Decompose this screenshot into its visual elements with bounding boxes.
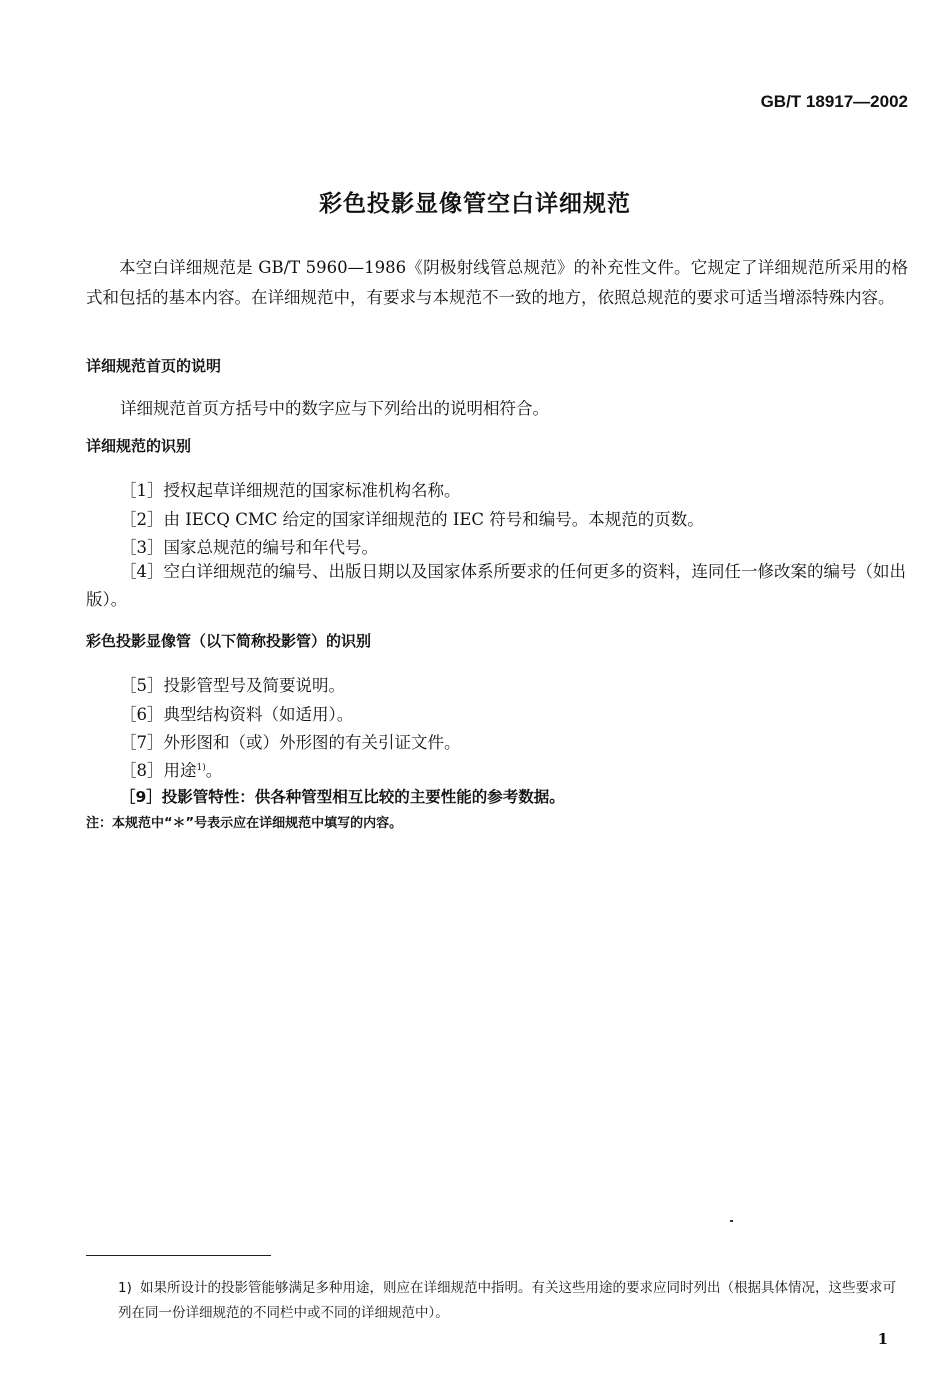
footnote bbox=[118, 1276, 908, 1326]
intro-paragraph: 本空白详细规范是 GB/T 5960—1986《阴极射线管总规范》的补充性文件。它规定了详细规范所采用的格式和包括的基本内容。在详细规范中，有要求与本规范不一致的地方，依照总规范的要求可适当增添特殊内容。 bbox=[86, 258, 908, 307]
first-page-description: 详细规范首页方括号中的数字应与下列给出的说明相符合。 bbox=[120, 399, 549, 418]
footnote-reference[interactable]: 1) bbox=[196, 763, 206, 773]
scan-speck bbox=[730, 1220, 733, 1222]
list-item: ［7］外形图和（或）外形图的有关引证文件。 bbox=[120, 733, 461, 752]
list-item: ［5］投影管型号及简要说明。 bbox=[120, 676, 345, 695]
usage-label: ［8］用途 bbox=[120, 761, 197, 780]
footnote-divider bbox=[86, 1255, 271, 1256]
list-item: ［1］授权起草详细规范的国家标准机构名称。 bbox=[120, 481, 461, 500]
usage-suffix: 。 bbox=[205, 761, 223, 780]
list-item: ［3］国家总规范的编号和年代号。 bbox=[120, 538, 378, 557]
document-title: 彩色投影显像管空白详细规范 bbox=[319, 191, 631, 217]
list-item: ［2］由 IECQ CMC 给定的国家详细规范的 IEC 符号和编号。本规范的页数。 bbox=[120, 510, 704, 529]
list-item-usage bbox=[120, 757, 222, 781]
note: 注：本规范中“＊”号表示应在详细规范中填写的内容。 bbox=[86, 816, 403, 831]
list-item: ［9］投影管特性：供各种管型相互比较的主要性能的参考数据。 bbox=[120, 788, 565, 806]
section-heading-spec-identification: 详细规范的识别 bbox=[86, 437, 192, 455]
section-heading-tube-identification: 彩色投影显像管（以下简称投影管）的识别 bbox=[86, 632, 372, 650]
standard-code: GB/T 18917—2002 bbox=[760, 92, 908, 111]
list-item: ［6］典型结构资料（如适用）。 bbox=[120, 705, 354, 724]
footnote-marker: 1) bbox=[118, 1280, 132, 1296]
section-heading-first-page: 详细规范首页的说明 bbox=[86, 357, 222, 375]
list-item: ［4］空白详细规范的编号、出版日期以及国家体系所要求的任何更多的资料，连同任一修改案的编号（如出版）。 bbox=[86, 562, 906, 609]
footnote-text: 如果所设计的投影管能够满足多种用途，则应在详细规范中指明。有关这些用途的要求应同时列出（根据具体情况，这些要求可列在同一份详细规范的不同栏中或不同的详细规范中）。 bbox=[118, 1280, 896, 1321]
page-number: 1 bbox=[877, 1330, 888, 1348]
